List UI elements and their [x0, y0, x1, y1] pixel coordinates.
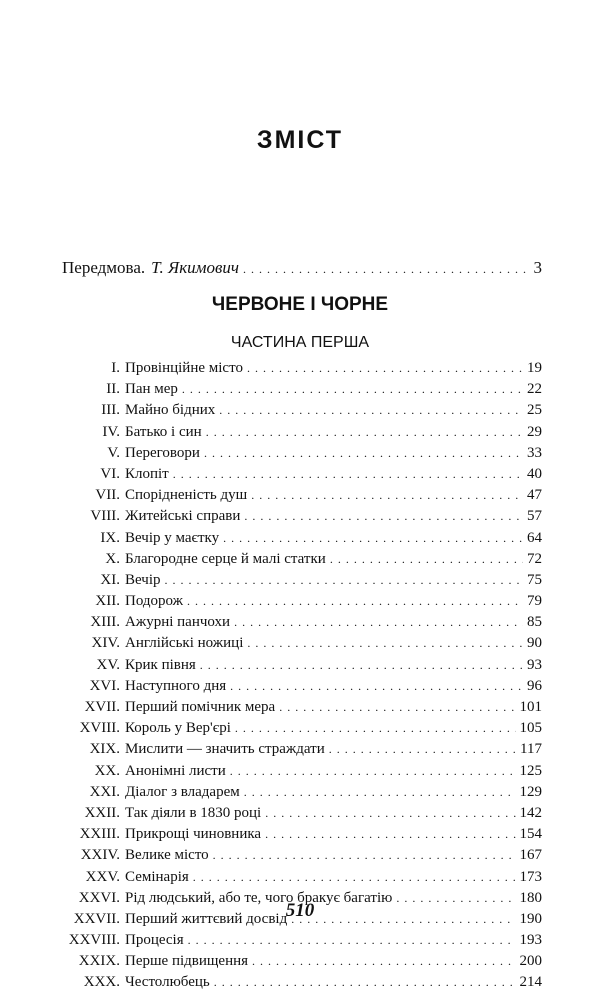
- chapter-page-number: 154: [519, 826, 542, 843]
- dot-leader: [200, 655, 523, 676]
- chapter-number: XXIX.: [78, 953, 120, 970]
- chapter-page-number: 57: [527, 508, 542, 525]
- chapter-page-number: 75: [527, 571, 542, 588]
- dot-leader: [265, 824, 515, 845]
- chapter-page-number: 40: [527, 465, 542, 482]
- chapter-page-number: 33: [527, 444, 542, 461]
- chapter-entry: [40, 824, 542, 845]
- chapter-entry: [40, 464, 542, 485]
- chapter-title: Мислити — значить страждати: [125, 741, 325, 758]
- chapter-page-number: 173: [519, 868, 542, 885]
- chapter-entry: [40, 506, 542, 527]
- chapter-number: XXI.: [89, 783, 120, 800]
- chapter-title: Діалог з владарем: [125, 783, 240, 800]
- chapter-number: XXIV.: [80, 847, 120, 864]
- chapter-number: XI.: [100, 571, 120, 588]
- chapter-entry: [40, 528, 542, 549]
- chapter-page-number: 29: [527, 423, 542, 440]
- chapter-entry: [40, 972, 542, 993]
- chapter-title: Перше підвищення: [125, 953, 249, 970]
- chapter-entry: [40, 782, 542, 803]
- chapter-list: [40, 358, 542, 994]
- chapter-title: Король у Вер'єрі: [125, 720, 231, 737]
- chapter-title: Наступного дня: [125, 677, 227, 694]
- chapter-page-number: 105: [519, 720, 542, 737]
- dot-leader: [243, 262, 529, 277]
- chapter-entry: [40, 803, 542, 824]
- chapter-number: I.: [111, 360, 120, 376]
- chapter-title: Перший помічник мера: [125, 699, 276, 715]
- chapter-title: Так діяли в 1830 році: [125, 804, 262, 821]
- chapter-entry: [40, 591, 542, 612]
- chapter-title: Анонімні листи: [125, 762, 226, 779]
- chapter-page-number: 167: [519, 847, 542, 864]
- chapter-entry: [40, 379, 542, 400]
- chapter-entry: [40, 718, 542, 739]
- dot-leader: [219, 400, 523, 421]
- chapter-page-number: 19: [527, 360, 542, 376]
- dot-leader: [188, 930, 516, 951]
- novel-title: ЧЕРВОНЕ І ЧОРНЕ: [211, 294, 389, 315]
- dot-leader: [279, 697, 515, 718]
- chapter-page-number: 79: [527, 593, 542, 610]
- chapter-title: Крик півня: [125, 656, 196, 673]
- chapter-number: V.: [107, 444, 120, 461]
- chapter-number: VI.: [100, 465, 120, 482]
- chapter-title: Провінційне місто: [125, 360, 243, 376]
- chapter-entry: [40, 951, 542, 972]
- dot-leader: [187, 591, 523, 612]
- chapter-page-number: 129: [519, 783, 542, 800]
- chapter-entry: [40, 422, 542, 443]
- chapter-page-number: 93: [527, 656, 542, 673]
- chapter-entry: [40, 697, 542, 718]
- part-title: ЧАСТИНА ПЕРША: [230, 334, 370, 351]
- preface-entry: [62, 258, 542, 278]
- chapter-entry: [40, 930, 542, 951]
- chapter-number: VII.: [95, 487, 120, 504]
- preface-author: Т. Якимович: [151, 258, 240, 277]
- dot-leader: [173, 464, 523, 485]
- chapter-page-number: 193: [519, 932, 542, 949]
- chapter-title: Прикрощі чиновника: [125, 826, 262, 843]
- chapter-page-number: 90: [527, 635, 542, 652]
- chapter-number: XXX.: [83, 974, 120, 991]
- dot-leader: [204, 443, 523, 464]
- chapter-number: IX.: [100, 529, 120, 546]
- dot-leader: [235, 718, 516, 739]
- chapter-number: VIII.: [90, 508, 120, 525]
- chapter-page-number: 125: [519, 762, 542, 779]
- chapter-page-number: 22: [527, 381, 542, 398]
- chapter-number: XXVI.: [78, 889, 120, 906]
- chapter-entry: [40, 655, 542, 676]
- chapter-title: Англійські ножиці: [125, 635, 244, 652]
- dot-leader: [193, 867, 516, 888]
- chapter-page-number: 142: [519, 804, 542, 821]
- dot-leader: [252, 951, 515, 972]
- chapter-number: XXVIII.: [68, 932, 120, 949]
- chapter-title: Житейські справи: [125, 508, 241, 525]
- chapter-title: Вечір: [125, 571, 161, 588]
- chapter-title: Пан мер: [125, 381, 178, 398]
- folio-page-number: 510: [285, 900, 315, 921]
- chapter-title: Велике місто: [125, 847, 209, 864]
- chapter-number: X.: [105, 550, 120, 567]
- chapter-title: Ажурні панчохи: [125, 614, 231, 631]
- preface-label: Передмова.: [62, 258, 146, 277]
- chapter-title: Спорідненість душ: [125, 487, 248, 504]
- chapter-page-number: 96: [527, 677, 542, 694]
- chapter-page-number: 101: [519, 699, 542, 715]
- dot-leader: [244, 506, 523, 527]
- dot-leader: [230, 676, 523, 697]
- dot-leader: [329, 739, 516, 760]
- dot-leader: [247, 633, 523, 654]
- chapter-number: II.: [106, 381, 120, 398]
- chapter-number: XX.: [94, 762, 120, 779]
- chapter-number: XV.: [96, 656, 120, 673]
- chapter-number: XXII.: [84, 804, 120, 821]
- dot-leader: [265, 803, 515, 824]
- chapter-title: Семінарія: [125, 868, 189, 885]
- dot-leader: [223, 528, 523, 549]
- chapter-page-number: 85: [527, 614, 542, 631]
- chapter-title: Майно бідних: [125, 402, 216, 419]
- chapter-entry: [40, 443, 542, 464]
- chapter-entry: [40, 633, 542, 654]
- chapter-title: Подорож: [125, 593, 184, 610]
- chapter-entry: [40, 358, 542, 379]
- preface-page-number: 3: [533, 258, 542, 277]
- chapter-entry: [40, 739, 542, 760]
- chapter-title: Клопіт: [125, 465, 169, 482]
- chapter-title: Батько і син: [125, 423, 202, 440]
- chapter-title: Переговори: [125, 444, 200, 461]
- chapter-page-number: 64: [527, 529, 542, 546]
- chapter-number: XII.: [95, 593, 120, 610]
- chapter-number: XIV.: [91, 635, 120, 652]
- chapter-number: XXVII.: [73, 910, 120, 927]
- chapter-page-number: 190: [519, 910, 542, 927]
- chapter-entry: [40, 867, 542, 888]
- dot-leader: [247, 358, 523, 379]
- dot-leader: [213, 845, 516, 866]
- chapter-number: XIX.: [89, 741, 120, 758]
- chapter-title: Вечір у маєтку: [125, 529, 220, 546]
- chapter-title: Честолюбець: [125, 974, 210, 991]
- chapter-page-number: 200: [519, 953, 542, 970]
- chapter-entry: [40, 676, 542, 697]
- chapter-title: Процесія: [125, 932, 184, 949]
- dot-leader: [182, 379, 523, 400]
- chapter-number: XXIII.: [79, 826, 120, 843]
- chapter-page-number: 25: [527, 402, 542, 419]
- dot-leader: [251, 485, 523, 506]
- chapter-entry: [40, 845, 542, 866]
- chapter-page-number: 117: [520, 741, 542, 758]
- chapter-title: Благородне серце й малі статки: [125, 550, 326, 567]
- toc-heading: ЗМІСТ: [256, 126, 344, 154]
- chapter-number: XVIII.: [79, 720, 120, 737]
- chapter-number: XIII.: [90, 614, 120, 631]
- dot-leader: [214, 972, 516, 993]
- chapter-number: XXV.: [85, 868, 120, 885]
- chapter-number: XVI.: [89, 677, 120, 694]
- chapter-page-number: 72: [527, 550, 542, 567]
- chapter-entry: [40, 485, 542, 506]
- chapter-page-number: 180: [519, 889, 542, 906]
- chapter-entry: [40, 400, 542, 421]
- dot-leader: [206, 422, 523, 443]
- chapter-entry: [40, 570, 542, 591]
- chapter-number: IV.: [102, 423, 120, 440]
- chapter-page-number: 214: [519, 974, 542, 991]
- dot-leader: [244, 782, 516, 803]
- dot-leader: [330, 549, 523, 570]
- chapter-title: Перший життєвий досвід: [125, 910, 288, 927]
- chapter-number: XVII.: [84, 699, 120, 715]
- dot-leader: [230, 761, 516, 782]
- chapter-number: III.: [101, 402, 120, 419]
- chapter-entry: [40, 612, 542, 633]
- dot-leader: [165, 570, 523, 591]
- chapter-title: Рід людський, або те, чого бракує багатію: [125, 889, 393, 906]
- chapter-entry: [40, 549, 542, 570]
- chapter-entry: [40, 761, 542, 782]
- chapter-page-number: 47: [527, 487, 542, 504]
- dot-leader: [234, 612, 523, 633]
